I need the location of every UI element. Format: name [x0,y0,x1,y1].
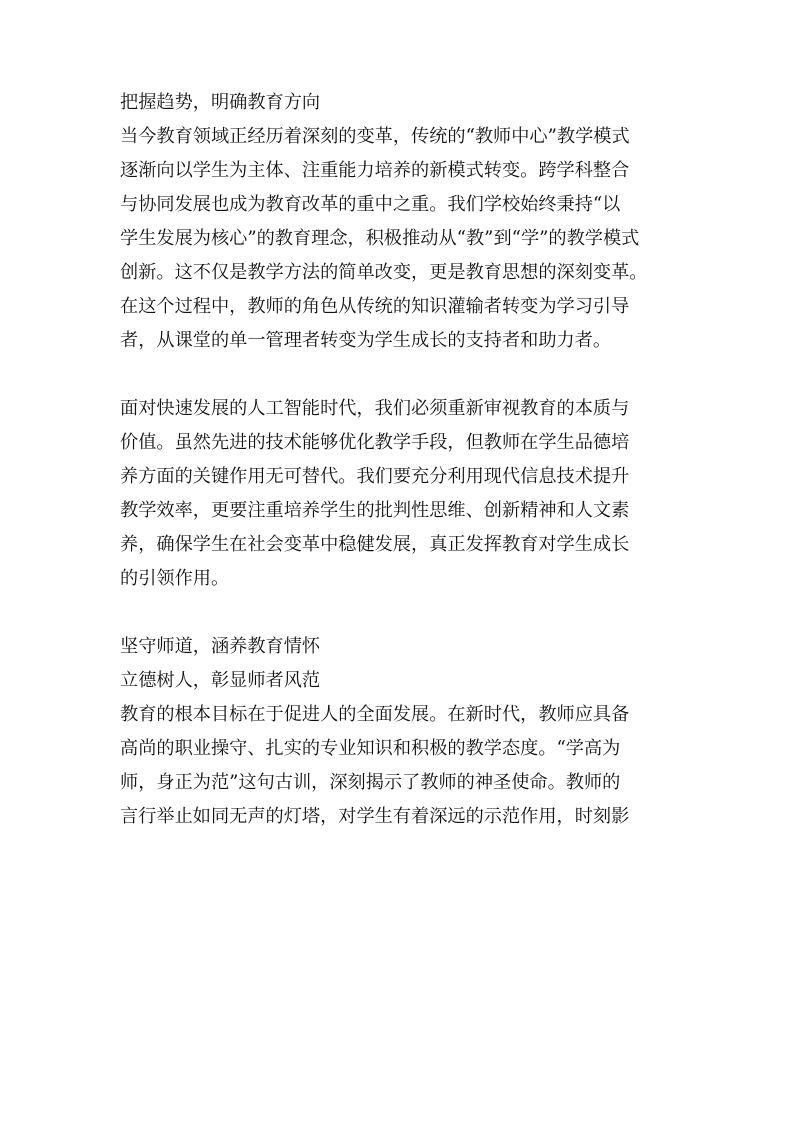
text-line: 学生发展为核心”的教育理念，积极推动从“教”到“学”的教学模式 [120,228,640,249]
paragraph-ai-era [120,392,676,596]
paragraph-teacher-mission [120,698,676,834]
text-line: 的引领作用。 [120,568,230,589]
text-line: 师，身正为范”这句古训，深刻揭示了教师的神圣使命。教师的 [120,772,621,793]
text-line: 当今教育领域正经历着深刻的变革，传统的“教师中心”教学模式 [120,126,630,147]
text-line: 面对快速发展的人工智能时代，我们必须重新审视教育的本质与 [120,398,630,419]
text-line: 养，确保学生在社会变革中稳健发展，真正发挥教育对学生成长 [120,534,630,555]
document-body [120,86,676,834]
text-line: 养方面的关键作用无可替代。我们要充分利用现代信息技术提升 [120,466,630,487]
section-heading-trends: 把握趋势，明确教育方向 [120,92,321,113]
text-line: 在这个过程中，教师的角色从传统的知识灌输者转变为学习引导 [120,296,630,317]
text-line: 高尚的职业操守、扎实的专业知识和积极的教学态度。“学高为 [120,738,621,759]
text-line: 教学效率，更要注重培养学生的批判性思维、创新精神和人文素 [120,500,630,521]
text-line: 者，从课堂的单一管理者转变为学生成长的支持者和助力者。 [120,330,612,351]
section-heading-teaching-ethics: 坚守师道，涵养教育情怀 [120,636,321,657]
text-line: 教育的根本目标在于促进人的全面发展。在新时代，教师应具备 [120,704,630,725]
paragraph-spacer [120,596,676,630]
text-line: 价值。虽然先进的技术能够优化教学手段，但教师在学生品德培 [120,432,630,453]
text-line: 创新。这不仅是教学方法的简单改变，更是教育思想的深刻变革。 [120,262,648,283]
text-line: 与协同发展也成为教育改革的重中之重。我们学校始终秉持“以 [120,194,621,215]
paragraph-spacer [120,358,676,392]
text-line: 逐渐向以学生为主体、注重能力培养的新模式转变。跨学科整合 [120,160,630,181]
text-line: 言行举止如同无声的灯塔，对学生有着深远的示范作用，时刻影 [120,806,630,827]
paragraph-education-reform [120,120,676,358]
section-subheading-role-model: 立德树人，彰显师者风范 [120,670,321,691]
